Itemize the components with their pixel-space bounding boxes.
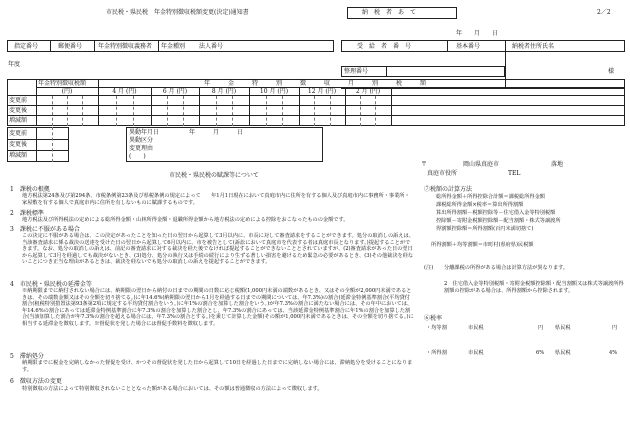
page-number: 2／2 — [597, 9, 611, 16]
note-1-title: 1 課税の根拠 — [10, 186, 50, 193]
calc-line-3: 算出所得割額－税額控除等－住宅借入金等特別税額 — [436, 210, 556, 216]
label-corporate-number: 法人番号 — [199, 43, 224, 50]
row-label-difference: 増減額 — [9, 117, 28, 124]
col-header-december: 12 月 (円) — [307, 88, 337, 95]
note-1-body: 地方税法第24条及び第294条、市税条例第23条及び県税条例の規定によって 年1月1日現在において真庭市内に住所を有する個人及び真庭市内に事務所・事業所・家屋敷を有する個人で真庭市内に住所を有しないものに賦課するものです。 — [22, 193, 410, 206]
change-category: 異動区分 — [129, 137, 154, 144]
col-header-october: 10 月 (円) — [259, 88, 289, 95]
calc-line-2: 課税総所得金額×税率＝算出所得割額 — [436, 202, 524, 208]
calc-line-1: 総所得金額＋所得控除合計額＝課税総所得金額 — [436, 194, 545, 200]
lower-row-after: 変更後 — [9, 141, 28, 148]
honorific-sama: 様 — [608, 68, 615, 75]
office-address: 岡山県真庭市 — [463, 161, 500, 168]
note-5-body: 納期限までに税金を完納しなかった督促を受け、かつその督促状を発した日から起算して10日を経過した日までに完納しない場合には、滞納処分を受けることになります。 — [22, 360, 413, 373]
document-title: 市民税・県民税 年金特別徴収税額変更(決定)通知書 — [106, 9, 249, 16]
rate-equal-city-value: 円 — [538, 325, 544, 331]
rate-equal-city: 市民税 — [468, 325, 484, 331]
assessment-caption: 市民税・県民税の賦課等について — [169, 172, 259, 179]
label-designation-number: 指定番号 — [14, 43, 39, 50]
col-header-february: 2 月 (円) — [355, 88, 381, 95]
note-5-title: 5 滞納処分 — [10, 353, 44, 360]
label-withholder: 年金特別徴収義務者 — [98, 43, 153, 50]
rate-income-pref: 県民税 — [555, 350, 571, 356]
note-label: (注) — [424, 265, 434, 271]
lower-row-before: 変更前 — [9, 130, 28, 137]
rate-income-pref-value: 4% — [609, 350, 618, 356]
rate-equal-pref: 県民税 — [555, 325, 571, 331]
change-reason-paren: ( ) — [129, 153, 146, 160]
calc-method-title: ⑦税額の計算方法 — [424, 186, 473, 193]
rate-income-label: ・所得割 — [426, 350, 447, 356]
table-title-annual: 年金特別徴収税額 — [38, 80, 87, 87]
label-registration-number: 整理番号 — [344, 68, 369, 75]
label-postal-code: 郵便番号 — [58, 43, 83, 50]
col-header-april: 4 月 (円) — [112, 88, 137, 95]
label-recipient-number: 受 給 者 番 号 — [357, 43, 412, 50]
col-header-june: 6 月 (円) — [162, 88, 188, 95]
row-label-before: 変更前 — [9, 97, 28, 104]
note-2-body: 地方税法及び所得税法の定めによる総所得金額・山林所得金額・退職所得金額から地方税法の定めによる控除をおこなったものの金額です。 — [22, 217, 349, 223]
issue-date: 年 月 日 — [456, 30, 499, 37]
recipient-label: 納 税 者 あ て — [362, 9, 417, 16]
rate-equal-pref-value: 円 — [612, 325, 618, 331]
change-date: 異動年月日 年 月 日 — [129, 129, 244, 136]
calc-sum: 所得割額＋均等割額＝市町村(県府県)民税額 — [431, 242, 534, 248]
col-header-annual: (円) — [61, 88, 73, 95]
postal-mark: 〒 — [421, 161, 428, 168]
row-label-after: 変更後 — [9, 107, 28, 114]
rate-income-city: 市民税 — [468, 350, 484, 356]
note-3-title: 3 課税に不服がある場合 — [10, 226, 80, 233]
label-pension-type: 年金種別 — [161, 43, 186, 50]
note-2-title: 2 課税標準 — [10, 210, 44, 217]
rate-equal-label: ・均等割 — [426, 325, 447, 331]
calc-line-5: 得割額控除額＝所得割額(百円未満切捨て) — [436, 226, 534, 232]
office-tel: TEL — [508, 170, 521, 177]
label-taxpayer-address-name: 納税者住所氏名 — [512, 43, 555, 50]
rate-income-city-value: 6% — [536, 350, 545, 356]
col-header-august: 8 月 (円) — [211, 88, 237, 95]
label-base-number: 基本番号 — [456, 43, 481, 50]
note-4-body: ※納期限までに納付されない場合には、納期限の翌日から納付の日までの期間の日数に応じ税額(1,000円未満の端数があるとき、又はその全額が2,000円未満であるときは、その端数金額又はその全額を切り捨てる。)に年14.6%(納期限の翌日から1月を経過する日までの期間については、年7.3%)の割合(延滞金特例基準割合(平均貸付割合(租税特別措置法第93条第2項に規定する平均貸付割合をいう。)に年1%の割合を加算した割合をいう。)が年7.3%の割合に満たない場合には、その年中においては、年14.6%の割合にあっては延滞金特例基準割合に年7.3%の割合を加算した割合とし、年7.3%の割合にあっては、当該延滞金特例基準割合に年1%の割合を加算した割合(当該加算した割合が年7.3%の割合を超える場合には、年7.3%の割合とする。)を乗じて計算した金額(その額が1,000円未満であるときは、その全額を切り捨てる。)に相当する延滞金を徴収します。※督促状を発した場合には督促手数料を徴収します。 — [22, 288, 414, 327]
note-1-calc: 分離課税の所得がある場合は計算方法が異なります。 — [444, 265, 569, 271]
note-3-body: この決定に不服がある場合は、この決定があったことを知った日の翌日から起算して3月以内に、市長に対して審査請求をすることができます。処分の取消しの訴えは、当該審査請求に係る裁決の送達を受けた日の翌日から起算して6月以内に、市を被告として(訴訟において真庭市を代表する者は真庭市長となります。)提起することができます。なお、処分の取消しの訴えは、前記の審査請求に対する裁決を経た後でなければ提起することができないこととされていますが、(2)審査請求があった日の翌日から起算して3月を経過しても裁決がないとき、(3)処分、処分の執行又は手続の続行により生ずる著しい損害を避けるため緊急の必要があるとき、(3)その他裁決を経ないことにつき正当な理由があるときは、裁決を経ないでも処分の取消しの訴えを提起することができます。 — [22, 233, 414, 265]
table-title-monthly: 年 金 特 別 徴 収 月 別 税 額 — [204, 80, 427, 87]
note-2-calc: 2 住宅借入金等特別税額・寄附金税額控除額・配当割額又は株式等譲渡所得割額の控除がある場合は、所得割額から控除されます。 — [444, 281, 624, 294]
note-6-title: 6 徴収方法の変更 — [10, 378, 62, 385]
office-name: 真庭市役所 — [427, 170, 458, 177]
lower-row-difference: 増減額 — [9, 152, 28, 159]
note-6-body: 特別徴収の方法によって特別徴収されないこととなった額がある場合においては、その額は普通徴収の方法によって徴収します。 — [22, 386, 323, 392]
office-dept: 落地 — [551, 161, 564, 168]
note-4-title: 4 市民税・県民税の延滞金等 — [10, 281, 92, 288]
calc-line-4: 控除額－寄附金税額控除額－配当割額・株式等譲渡所 — [436, 218, 561, 224]
fiscal-year: 年度 — [8, 61, 21, 68]
change-reason: 変更理由 — [129, 145, 154, 152]
tax-rate-title: ⑥税率 — [424, 315, 443, 322]
